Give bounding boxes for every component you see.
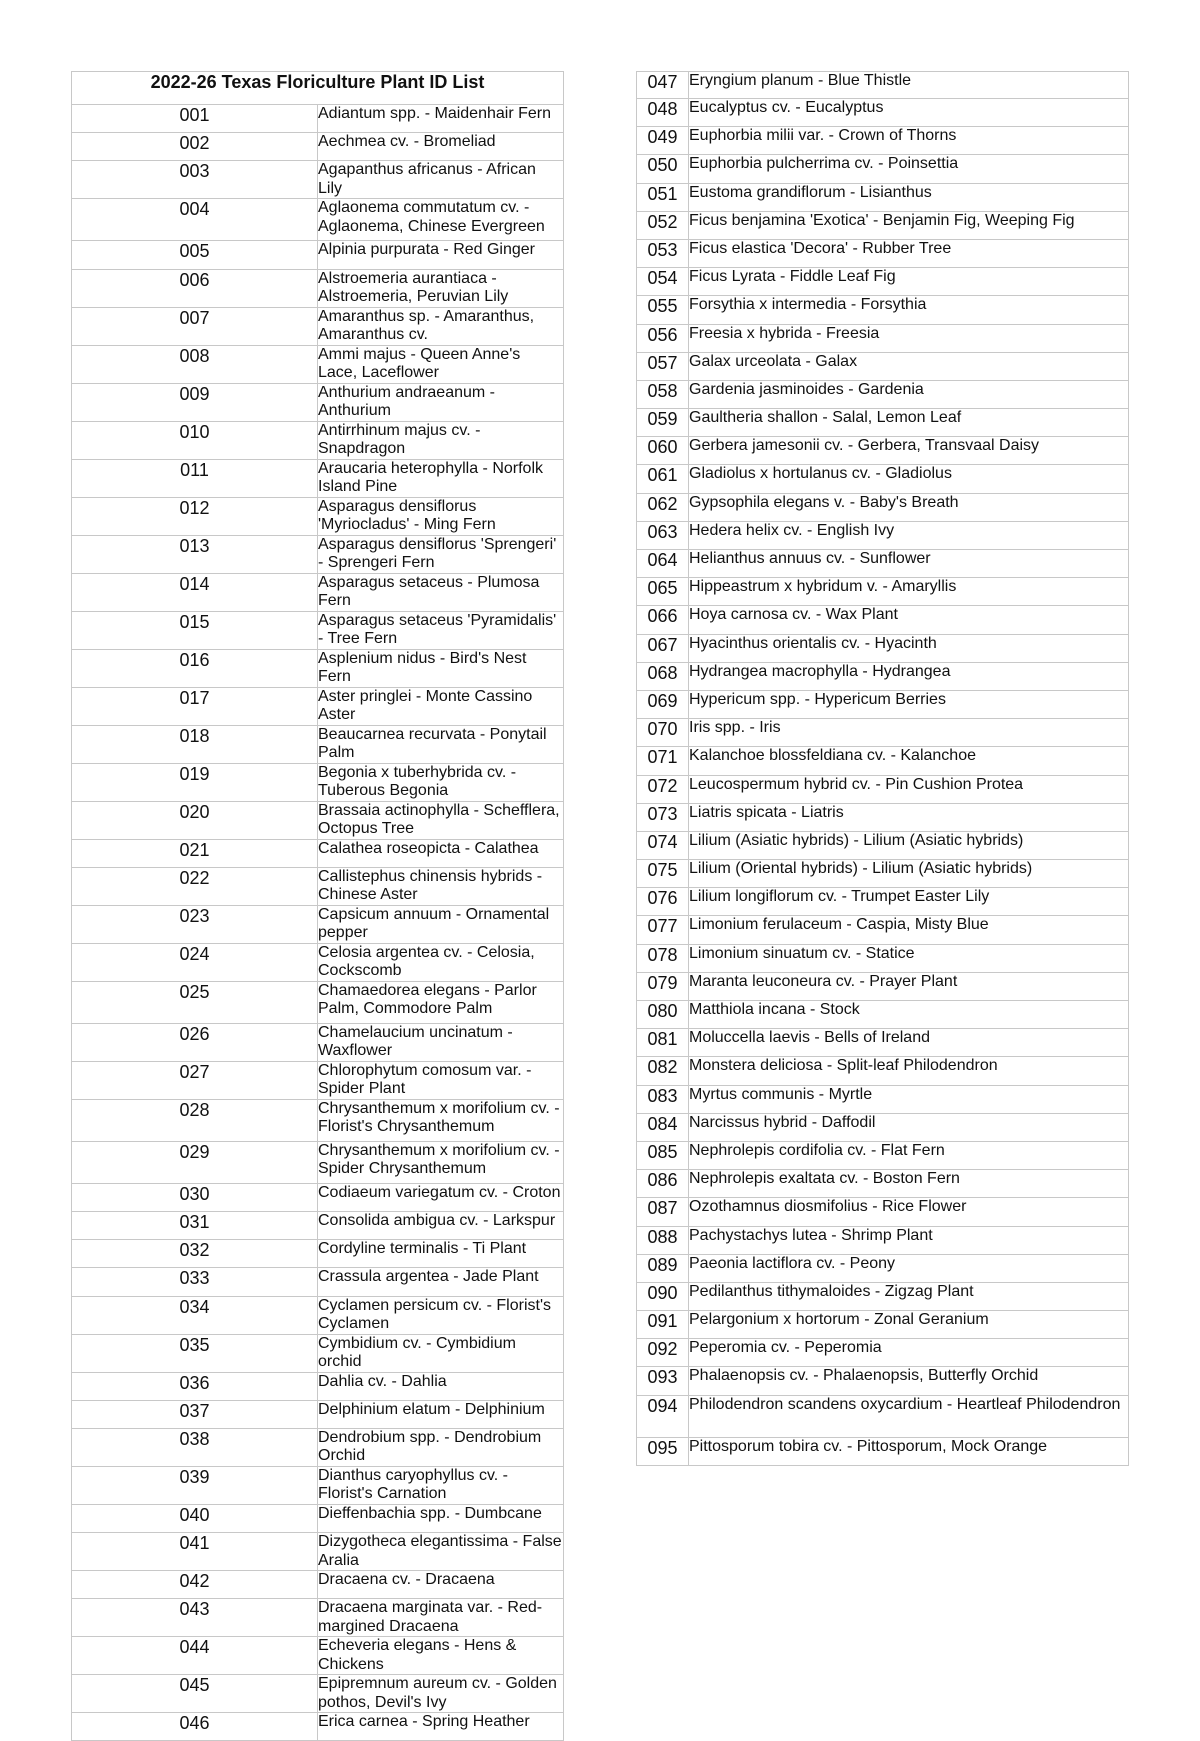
plant-name: Limonium ferulaceum - Caspia, Misty Blue bbox=[689, 916, 1129, 944]
table-row bbox=[637, 1057, 1129, 1085]
table-row bbox=[72, 383, 564, 421]
plant-number: 059 bbox=[637, 409, 689, 437]
plant-name: Lilium longiflorum cv. - Trumpet Easter Lily bbox=[689, 888, 1129, 916]
table-row bbox=[72, 981, 564, 1023]
table-row bbox=[637, 803, 1129, 831]
plant-name: Nephrolepis exaltata cv. - Boston Fern bbox=[689, 1170, 1129, 1198]
plant-name: Pelargonium x hortorum - Zonal Geranium bbox=[689, 1311, 1129, 1339]
plant-name: Pittosporum tobira cv. - Pittosporum, Mock Orange bbox=[689, 1437, 1129, 1465]
plant-name: Agapanthus africanus - African Lily bbox=[318, 161, 564, 199]
plant-number: 079 bbox=[637, 972, 689, 1000]
plant-name: Lilium (Asiatic hybrids) - Lilium (Asiatic hybrids) bbox=[689, 831, 1129, 859]
plant-name: Moluccella laevis - Bells of Ireland bbox=[689, 1029, 1129, 1057]
plant-name: Hedera helix cv. - English Ivy bbox=[689, 521, 1129, 549]
plant-name: Chamelaucium uncinatum - Waxflower bbox=[318, 1023, 564, 1061]
plant-number: 011 bbox=[72, 459, 318, 497]
plant-name: Ammi majus - Queen Anne's Lace, Laceflower bbox=[318, 345, 564, 383]
plant-name: Consolida ambigua cv. - Larkspur bbox=[318, 1211, 564, 1239]
plant-name: Capsicum annuum - Ornamental pepper bbox=[318, 905, 564, 943]
table-row bbox=[72, 1268, 564, 1296]
table-row bbox=[637, 831, 1129, 859]
plant-name: Iris spp. - Iris bbox=[689, 719, 1129, 747]
plant-name: Adiantum spp. - Maidenhair Fern bbox=[318, 105, 564, 133]
table-row bbox=[637, 1141, 1129, 1169]
plant-name: Dizygotheca elegantissima - False Aralia bbox=[318, 1533, 562, 1569]
table-row bbox=[637, 72, 1129, 99]
table-row bbox=[637, 1254, 1129, 1282]
plant-name: Echeveria elegans - Hens & Chickens bbox=[318, 1637, 564, 1675]
plant-name: Pachystachys lutea - Shrimp Plant bbox=[689, 1226, 1129, 1254]
plant-number: 024 bbox=[72, 943, 318, 981]
plant-number: 009 bbox=[72, 383, 318, 421]
table-row bbox=[637, 1198, 1129, 1226]
plant-number: 041 bbox=[72, 1533, 318, 1571]
plant-number: 005 bbox=[72, 241, 318, 269]
plant-name: Ozothamnus diosmifolius - Rice Flower bbox=[689, 1198, 1129, 1226]
table-row bbox=[637, 1437, 1129, 1465]
plant-name: Ficus elastica 'Decora' - Rubber Tree bbox=[689, 239, 1129, 267]
plant-name: Gladiolus x hortulanus cv. - Gladiolus bbox=[689, 465, 1129, 493]
plant-name: Alstroemeria aurantiaca - Alstroemeria, Peruvian Lily bbox=[318, 269, 564, 307]
plant-name: Begonia x tuberhybrida cv. - Tuberous Begonia bbox=[318, 763, 564, 801]
plant-number: 056 bbox=[637, 324, 689, 352]
plant-number: 020 bbox=[72, 801, 318, 839]
plant-number: 023 bbox=[72, 905, 318, 943]
table-row bbox=[72, 535, 564, 573]
plant-name: Alpinia purpurata - Red Ginger bbox=[318, 241, 564, 269]
plant-name: Freesia x hybrida - Freesia bbox=[689, 324, 1129, 352]
plant-number: 094 bbox=[637, 1395, 689, 1437]
plant-number: 017 bbox=[72, 687, 318, 725]
plant-name: Eustoma grandiflorum - Lisianthus bbox=[689, 183, 1129, 211]
table-row bbox=[637, 1029, 1129, 1057]
plant-name: Eucalyptus cv. - Eucalyptus bbox=[689, 99, 1129, 127]
plant-name: Leucospermum hybrid cv. - Pin Cushion Protea bbox=[689, 775, 1129, 803]
plant-name: Narcissus hybrid - Daffodil bbox=[689, 1113, 1129, 1141]
plant-name: Limonium sinuatum cv. - Statice bbox=[689, 944, 1129, 972]
plant-number: 051 bbox=[637, 183, 689, 211]
plant-number: 029 bbox=[72, 1141, 318, 1183]
plant-number: 085 bbox=[637, 1141, 689, 1169]
plant-name: Calathea roseopicta - Calathea bbox=[318, 839, 564, 867]
plant-number: 038 bbox=[72, 1428, 318, 1466]
plant-name: Nephrolepis cordifolia cv. - Flat Fern bbox=[689, 1141, 1129, 1169]
plant-number: 036 bbox=[72, 1372, 318, 1400]
table-row bbox=[637, 99, 1129, 127]
table-row bbox=[637, 550, 1129, 578]
plant-number: 065 bbox=[637, 578, 689, 606]
plant-name: Asparagus densiflorus 'Myriocladus' - Ming Fern bbox=[318, 497, 564, 535]
plant-number: 063 bbox=[637, 521, 689, 549]
plant-number: 052 bbox=[637, 211, 689, 239]
plant-name: Aechmea cv. - Bromeliad bbox=[318, 133, 564, 161]
table-row bbox=[72, 1504, 564, 1532]
table-row bbox=[72, 687, 564, 725]
table-row bbox=[637, 719, 1129, 747]
plant-number: 060 bbox=[637, 437, 689, 465]
plant-number: 044 bbox=[72, 1637, 318, 1675]
table-row bbox=[72, 1023, 564, 1061]
plant-name: Dendrobium spp. - Dendrobium Orchid bbox=[318, 1428, 564, 1466]
plant-number: 042 bbox=[72, 1571, 318, 1599]
plant-number: 035 bbox=[72, 1334, 318, 1372]
plant-name: Brassaia actinophylla - Schefflera, Octopus Tree bbox=[318, 801, 564, 839]
table-row bbox=[637, 888, 1129, 916]
plant-name: Chamaedorea elegans - Parlor Palm, Commodore Palm bbox=[318, 981, 564, 1023]
table-row bbox=[72, 1675, 564, 1713]
table-row bbox=[72, 269, 564, 307]
table-row bbox=[637, 352, 1129, 380]
plant-number: 014 bbox=[72, 573, 318, 611]
plant-name: Araucaria heterophylla - Norfolk Island Pine bbox=[318, 459, 564, 497]
table-row bbox=[72, 307, 564, 345]
plant-number: 088 bbox=[637, 1226, 689, 1254]
table-row bbox=[637, 1339, 1129, 1367]
plant-number: 026 bbox=[72, 1023, 318, 1061]
table-row bbox=[637, 493, 1129, 521]
plant-name: Anthurium andraeanum - Anthurium bbox=[318, 383, 564, 421]
right-table-body bbox=[637, 72, 1129, 1466]
plant-name: Epipremnum aureum cv. - Golden pothos, Devil's Ivy bbox=[318, 1675, 564, 1713]
plant-number: 037 bbox=[72, 1400, 318, 1428]
plant-number: 089 bbox=[637, 1254, 689, 1282]
table-row bbox=[72, 1141, 564, 1183]
plant-number: 077 bbox=[637, 916, 689, 944]
plant-name: Cordyline terminalis - Ti Plant bbox=[318, 1240, 564, 1268]
plant-number: 082 bbox=[637, 1057, 689, 1085]
plant-name: Ficus benjamina 'Exotica' - Benjamin Fig, Weeping Fig bbox=[689, 211, 1129, 239]
plant-number: 019 bbox=[72, 763, 318, 801]
plant-number: 022 bbox=[72, 867, 318, 905]
plant-number: 010 bbox=[72, 421, 318, 459]
plant-number: 048 bbox=[637, 99, 689, 127]
table-row bbox=[637, 944, 1129, 972]
plant-name: Beaucarnea recurvata - Ponytail Palm bbox=[318, 725, 564, 763]
plant-number: 091 bbox=[637, 1311, 689, 1339]
plant-number: 081 bbox=[637, 1029, 689, 1057]
table-row bbox=[72, 943, 564, 981]
plant-number: 016 bbox=[72, 649, 318, 687]
table-row bbox=[72, 1637, 564, 1675]
table-row bbox=[637, 634, 1129, 662]
plant-name: Eryngium planum - Blue Thistle bbox=[689, 72, 1129, 99]
plant-name: Dianthus caryophyllus cv. - Florist's Carnation bbox=[318, 1466, 564, 1504]
table-row bbox=[637, 127, 1129, 155]
plant-name: Codiaeum variegatum cv. - Croton bbox=[318, 1183, 564, 1211]
plant-name: Hoya carnosa cv. - Wax Plant bbox=[689, 606, 1129, 634]
plant-name: Antirrhinum majus cv. - Snapdragon bbox=[318, 421, 564, 459]
plant-name: Chrysanthemum x morifolium cv. - Florist's Chrysanthemum bbox=[318, 1099, 564, 1141]
plant-name: Dieffenbachia spp. - Dumbcane bbox=[318, 1504, 564, 1532]
plant-name: Amaranthus sp. - Amaranthus, Amaranthus cv. bbox=[318, 307, 564, 345]
table-row bbox=[637, 380, 1129, 408]
table-row bbox=[72, 1571, 564, 1599]
plant-list-right-table bbox=[636, 71, 1129, 1466]
plant-name: Gardenia jasminoides - Gardenia bbox=[689, 380, 1129, 408]
plant-name: Phalaenopsis cv. - Phalaenopsis, Butterfly Orchid bbox=[689, 1367, 1129, 1395]
plant-number: 018 bbox=[72, 725, 318, 763]
table-row bbox=[637, 239, 1129, 267]
plant-number: 075 bbox=[637, 860, 689, 888]
table-row bbox=[72, 1296, 564, 1334]
plant-name: Gypsophila elegans v. - Baby's Breath bbox=[689, 493, 1129, 521]
plant-number: 021 bbox=[72, 839, 318, 867]
table-row bbox=[72, 1099, 564, 1141]
plant-name: Myrtus communis - Myrtle bbox=[689, 1085, 1129, 1113]
table-row bbox=[637, 1282, 1129, 1310]
plant-number: 013 bbox=[72, 535, 318, 573]
plant-name: Celosia argentea cv. - Celosia, Cockscomb bbox=[318, 943, 564, 981]
plant-name: Aster pringlei - Monte Cassino Aster bbox=[318, 687, 564, 725]
plant-number: 015 bbox=[72, 611, 318, 649]
plant-number: 066 bbox=[637, 606, 689, 634]
plant-name: Liatris spicata - Liatris bbox=[689, 803, 1129, 831]
plant-number: 031 bbox=[72, 1211, 318, 1239]
plant-number: 039 bbox=[72, 1466, 318, 1504]
plant-name: Forsythia x intermedia - Forsythia bbox=[689, 296, 1129, 324]
plant-number: 095 bbox=[637, 1437, 689, 1465]
plant-name: Dracaena cv. - Dracaena bbox=[318, 1571, 564, 1599]
table-row bbox=[637, 155, 1129, 183]
plant-name: Callistephus chinensis hybrids - Chinese Aster bbox=[318, 867, 564, 905]
table-row bbox=[637, 1113, 1129, 1141]
table-row bbox=[72, 1428, 564, 1466]
table-row bbox=[72, 1533, 564, 1571]
plant-number: 061 bbox=[637, 465, 689, 493]
table-row bbox=[637, 409, 1129, 437]
plant-number: 033 bbox=[72, 1268, 318, 1296]
table-row bbox=[72, 1372, 564, 1400]
table-row bbox=[637, 1226, 1129, 1254]
table-row bbox=[637, 690, 1129, 718]
plant-name: Paeonia lactiflora cv. - Peony bbox=[689, 1254, 1129, 1282]
plant-number: 007 bbox=[72, 307, 318, 345]
plant-number: 074 bbox=[637, 831, 689, 859]
table-row bbox=[637, 747, 1129, 775]
plant-number: 027 bbox=[72, 1061, 318, 1099]
table-row bbox=[637, 1085, 1129, 1113]
plant-number: 064 bbox=[637, 550, 689, 578]
plant-number: 050 bbox=[637, 155, 689, 183]
table-row bbox=[637, 775, 1129, 803]
plant-number: 062 bbox=[637, 493, 689, 521]
plant-name: Asparagus setaceus 'Pyramidalis' - Tree Fern bbox=[318, 611, 564, 649]
plant-number: 043 bbox=[72, 1599, 318, 1637]
table-row bbox=[637, 606, 1129, 634]
plant-name: Dahlia cv. - Dahlia bbox=[318, 1372, 564, 1400]
plant-number: 032 bbox=[72, 1240, 318, 1268]
plant-number: 067 bbox=[637, 634, 689, 662]
table-row bbox=[637, 1170, 1129, 1198]
plant-name: Aglaonema commutatum cv. - Aglaonema, Chinese Evergreen bbox=[318, 199, 564, 241]
plant-name: Asparagus setaceus - Plumosa Fern bbox=[318, 573, 564, 611]
table-row bbox=[637, 972, 1129, 1000]
plant-number: 034 bbox=[72, 1296, 318, 1334]
plant-number: 071 bbox=[637, 747, 689, 775]
table-row bbox=[72, 1183, 564, 1211]
plant-number: 001 bbox=[72, 105, 318, 133]
table-row bbox=[72, 241, 564, 269]
plant-number: 069 bbox=[637, 690, 689, 718]
plant-number: 049 bbox=[637, 127, 689, 155]
table-row bbox=[72, 649, 564, 687]
plant-number: 090 bbox=[637, 1282, 689, 1310]
table-row bbox=[72, 1061, 564, 1099]
plant-name: Hippeastrum x hybridum v. - Amaryllis bbox=[689, 578, 1129, 606]
table-row bbox=[637, 183, 1129, 211]
table-row bbox=[72, 611, 564, 649]
plant-name: Kalanchoe blossfeldiana cv. - Kalanchoe bbox=[689, 747, 1129, 775]
table-row bbox=[637, 860, 1129, 888]
plant-number: 093 bbox=[637, 1367, 689, 1395]
plant-number: 004 bbox=[72, 199, 318, 241]
left-table-body bbox=[72, 105, 564, 1741]
table-row bbox=[637, 521, 1129, 549]
table-row bbox=[637, 578, 1129, 606]
table-row bbox=[72, 133, 564, 161]
plant-name: Lilium (Oriental hybrids) - Lilium (Asiatic hybrids) bbox=[689, 860, 1129, 888]
table-row bbox=[72, 1466, 564, 1504]
table-row bbox=[72, 1334, 564, 1372]
plant-number: 072 bbox=[637, 775, 689, 803]
plant-name: Gaultheria shallon - Salal, Lemon Leaf bbox=[689, 409, 1129, 437]
plant-number: 008 bbox=[72, 345, 318, 383]
plant-name: Dracaena marginata var. - Red-margined Dracaena bbox=[318, 1599, 564, 1637]
plant-name: Chlorophytum comosum var. - Spider Plant bbox=[318, 1061, 564, 1099]
plant-name: Cymbidium cv. - Cymbidium orchid bbox=[318, 1334, 564, 1372]
plant-name: Hydrangea macrophylla - Hydrangea bbox=[689, 662, 1129, 690]
plant-name: Galax urceolata - Galax bbox=[689, 352, 1129, 380]
plant-name: Gerbera jamesonii cv. - Gerbera, Transvaal Daisy bbox=[689, 437, 1129, 465]
plant-name: Chrysanthemum x morifolium cv. - Spider Chrysanthemum bbox=[318, 1141, 564, 1183]
table-row bbox=[637, 1001, 1129, 1029]
table-row bbox=[72, 459, 564, 497]
table-row bbox=[637, 296, 1129, 324]
title-row bbox=[72, 72, 564, 105]
plant-name: Euphorbia milii var. - Crown of Thorns bbox=[689, 127, 1129, 155]
plant-number: 080 bbox=[637, 1001, 689, 1029]
table-row bbox=[72, 763, 564, 801]
table-row bbox=[637, 1311, 1129, 1339]
plant-number: 057 bbox=[637, 352, 689, 380]
plant-number: 028 bbox=[72, 1099, 318, 1141]
plant-name: Hyacinthus orientalis cv. - Hyacinth bbox=[689, 634, 1129, 662]
table-row bbox=[72, 105, 564, 133]
plant-number: 045 bbox=[72, 1675, 318, 1713]
table-row bbox=[72, 1211, 564, 1239]
plant-number: 025 bbox=[72, 981, 318, 1023]
table-row bbox=[72, 839, 564, 867]
plant-number: 030 bbox=[72, 1183, 318, 1211]
page-title: 2022-26 Texas Floriculture Plant ID List bbox=[72, 72, 564, 105]
table-row bbox=[72, 161, 564, 199]
table-row bbox=[637, 324, 1129, 352]
table-row bbox=[637, 465, 1129, 493]
table-row bbox=[72, 1240, 564, 1268]
plant-name: Erica carnea - Spring Heather bbox=[318, 1713, 564, 1741]
plant-number: 068 bbox=[637, 662, 689, 690]
plant-number: 078 bbox=[637, 944, 689, 972]
table-row bbox=[637, 1367, 1129, 1395]
plant-number: 055 bbox=[637, 296, 689, 324]
table-row bbox=[72, 725, 564, 763]
plant-name: Maranta leuconeura cv. - Prayer Plant bbox=[689, 972, 1129, 1000]
plant-name: Asplenium nidus - Bird's Nest Fern bbox=[318, 649, 564, 687]
plant-number: 058 bbox=[637, 380, 689, 408]
plant-number: 054 bbox=[637, 268, 689, 296]
table-row bbox=[637, 211, 1129, 239]
plant-number: 002 bbox=[72, 133, 318, 161]
table-row bbox=[72, 421, 564, 459]
plant-number: 086 bbox=[637, 1170, 689, 1198]
table-row bbox=[637, 916, 1129, 944]
plant-name: Helianthus annuus cv. - Sunflower bbox=[689, 550, 1129, 578]
plant-number: 047 bbox=[637, 72, 689, 99]
plant-name: Asparagus densiflorus 'Sprengeri' - Sprengeri Fern bbox=[318, 535, 564, 573]
table-row bbox=[72, 801, 564, 839]
plant-number: 076 bbox=[637, 888, 689, 916]
plant-name: Euphorbia pulcherrima cv. - Poinsettia bbox=[689, 155, 1129, 183]
table-row bbox=[637, 1395, 1129, 1437]
table-row bbox=[72, 1599, 564, 1637]
plant-number: 070 bbox=[637, 719, 689, 747]
plant-number: 006 bbox=[72, 269, 318, 307]
plant-number: 053 bbox=[637, 239, 689, 267]
plant-name: Peperomia cv. - Peperomia bbox=[689, 1339, 1129, 1367]
plant-number: 083 bbox=[637, 1085, 689, 1113]
table-row bbox=[72, 199, 564, 241]
plant-number: 003 bbox=[72, 161, 318, 199]
plant-number: 092 bbox=[637, 1339, 689, 1367]
table-row bbox=[72, 867, 564, 905]
plant-number: 046 bbox=[72, 1713, 318, 1741]
table-row bbox=[72, 497, 564, 535]
plant-number: 073 bbox=[637, 803, 689, 831]
plant-name: Crassula argentea - Jade Plant bbox=[318, 1268, 564, 1296]
plant-name: Delphinium elatum - Delphinium bbox=[318, 1400, 564, 1428]
plant-number: 012 bbox=[72, 497, 318, 535]
plant-number: 087 bbox=[637, 1198, 689, 1226]
table-row bbox=[72, 573, 564, 611]
table-row bbox=[72, 345, 564, 383]
table-row bbox=[637, 662, 1129, 690]
plant-list-left-table bbox=[71, 71, 564, 1741]
plant-name: Pedilanthus tithymaloides - Zigzag Plant bbox=[689, 1282, 1129, 1310]
table-row bbox=[637, 268, 1129, 296]
plant-name: Philodendron scandens oxycardium - Heartleaf Philodendron bbox=[689, 1395, 1129, 1437]
plant-name: Hypericum spp. - Hypericum Berries bbox=[689, 690, 1129, 718]
plant-name: Ficus Lyrata - Fiddle Leaf Fig bbox=[689, 268, 1129, 296]
plant-number: 084 bbox=[637, 1113, 689, 1141]
table-row bbox=[72, 905, 564, 943]
plant-number: 040 bbox=[72, 1504, 318, 1532]
plant-name: Cyclamen persicum cv. - Florist's Cyclamen bbox=[318, 1296, 564, 1334]
plant-name: Matthiola incana - Stock bbox=[689, 1001, 1129, 1029]
table-row bbox=[637, 437, 1129, 465]
table-row bbox=[72, 1713, 564, 1741]
plant-name: Monstera deliciosa - Split-leaf Philodendron bbox=[689, 1057, 1129, 1085]
table-row bbox=[72, 1400, 564, 1428]
